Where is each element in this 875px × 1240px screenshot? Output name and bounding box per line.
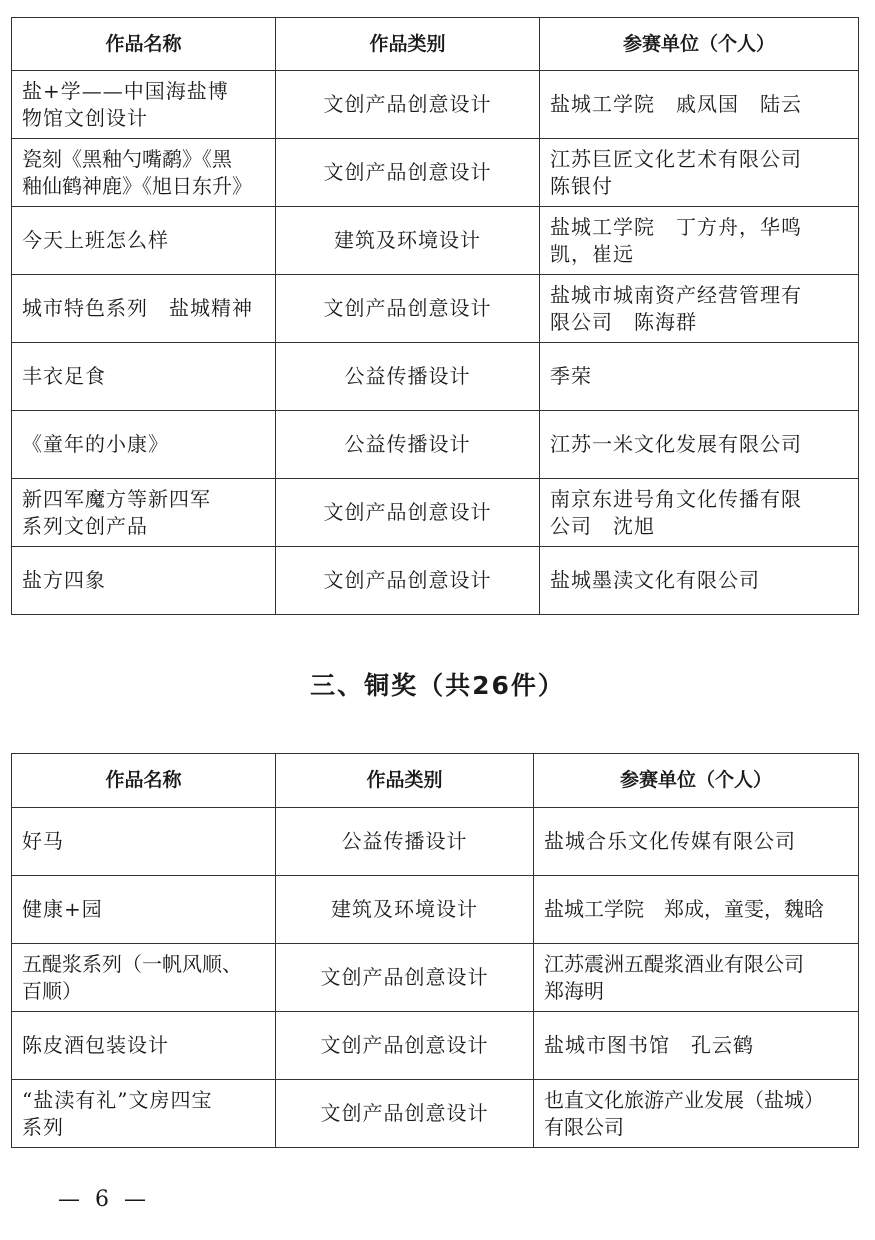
entrant: 盐城工学院 戚凤国 陆云 — [550, 92, 802, 116]
entrant: 盐城工学院 丁方舟，华鸣 凯，崔远 — [550, 214, 802, 266]
work-category: 建筑及环境设计 — [331, 897, 478, 921]
work-name: 新四军魔方等新四军 系列文创产品 — [22, 486, 211, 538]
table-header-row — [12, 754, 859, 808]
work-name: 盐+学——中国海盐博 物馆文创设计 — [22, 78, 229, 130]
work-category: 公益传播设计 — [344, 364, 471, 388]
table-row — [12, 876, 859, 944]
entrant: 盐城工学院 郑成，童雯，魏晗 — [544, 897, 824, 921]
table-row — [12, 71, 859, 139]
work-name: 盐方四象 — [22, 568, 106, 592]
work-category: 公益传播设计 — [341, 829, 468, 853]
table-row — [12, 411, 859, 479]
work-name: 陈皮酒包装设计 — [22, 1033, 169, 1057]
entrant: 江苏震洲五醍浆酒业有限公司 郑海明 — [544, 951, 804, 1003]
table-row — [12, 1080, 859, 1148]
header-work-name: 作品名称 — [12, 754, 276, 808]
work-name: 丰衣足食 — [22, 364, 106, 388]
work-name: 《童年的小康》 — [22, 432, 169, 456]
table-row — [12, 275, 859, 343]
work-category: 建筑及环境设计 — [334, 228, 481, 252]
header-entrant: 参赛单位（个人） — [540, 18, 859, 71]
table-row — [12, 479, 859, 547]
section-heading-bronze: 三、铜奖（共26件） — [310, 671, 565, 700]
entrant: 盐城市城南资产经营管理有 限公司 陈海群 — [550, 282, 802, 334]
table-row — [12, 207, 859, 275]
entrant: 盐城市图书馆 孔云鹤 — [544, 1033, 754, 1057]
table-row — [12, 944, 859, 1012]
work-category: 公益传播设计 — [344, 432, 471, 456]
entrant: 江苏一米文化发展有限公司 — [550, 432, 802, 456]
work-name: 瓷刻《黑釉勺嘴鹬》《黑 釉仙鹤神鹿》《旭日东升》 — [22, 146, 252, 198]
work-category: 文创产品创意设计 — [320, 1101, 489, 1125]
table-row — [12, 547, 859, 615]
work-category: 文创产品创意设计 — [320, 1033, 489, 1057]
page-number: — 6 — — [58, 1187, 150, 1212]
work-category: 文创产品创意设计 — [320, 965, 489, 989]
work-category: 文创产品创意设计 — [323, 500, 492, 524]
header-work-category: 作品类别 — [276, 18, 540, 71]
work-category: 文创产品创意设计 — [323, 568, 492, 592]
entrant: 江苏巨匠文化艺术有限公司 陈银付 — [550, 146, 802, 198]
work-name: 好马 — [22, 829, 64, 853]
work-name: 五醍浆系列（一帆风顺、 百顺） — [22, 951, 242, 1003]
entrant: 季荣 — [550, 364, 592, 388]
header-work-category: 作品类别 — [276, 754, 534, 808]
work-category: 文创产品创意设计 — [323, 92, 492, 116]
header-work-name: 作品名称 — [12, 18, 276, 71]
bronze-award-table — [11, 753, 859, 1148]
table-row — [12, 808, 859, 876]
work-name: 健康+园 — [22, 897, 103, 921]
work-category: 文创产品创意设计 — [323, 160, 492, 184]
work-name: 今天上班怎么样 — [22, 228, 169, 252]
work-category: 文创产品创意设计 — [323, 296, 492, 320]
entrant: 盐城合乐文化传媒有限公司 — [544, 829, 796, 853]
header-entrant: 参赛单位（个人） — [534, 754, 859, 808]
table-header-row — [12, 18, 859, 71]
work-name: 城市特色系列 盐城精神 — [22, 296, 253, 320]
table-row — [12, 343, 859, 411]
entrant: 也直文化旅游产业发展（盐城） 有限公司 — [544, 1087, 824, 1139]
silver-award-table — [11, 17, 859, 615]
entrant: 南京东进号角文化传播有限 公司 沈旭 — [550, 486, 802, 538]
table-row — [12, 1012, 859, 1080]
entrant: 盐城墨渎文化有限公司 — [550, 568, 760, 592]
work-name: “盐渎有礼”文房四宝 系列 — [22, 1087, 213, 1139]
table-row — [12, 139, 859, 207]
